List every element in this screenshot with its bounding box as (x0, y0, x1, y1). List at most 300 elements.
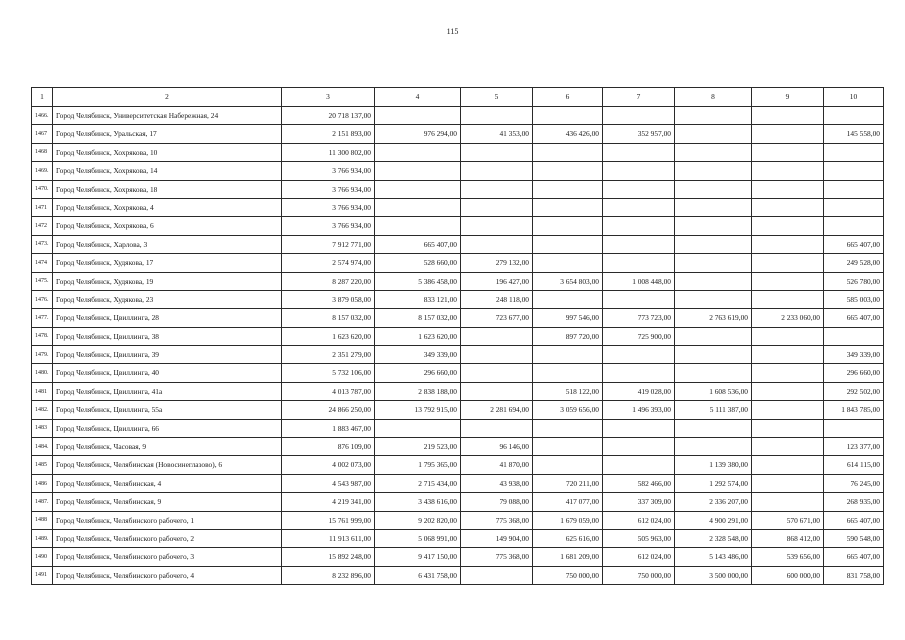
table-row (32, 217, 884, 235)
value-cell (461, 143, 533, 161)
value-cell: 249 528,00 (824, 254, 884, 272)
table-row (32, 143, 884, 161)
address-cell: Город Челябинск, Цвиллинга, 40 (53, 364, 282, 382)
value-cell (603, 290, 675, 308)
address-cell: Город Челябинск, Хохрякова, 14 (53, 162, 282, 180)
column-header: 9 (752, 88, 824, 107)
value-cell: 417 077,00 (533, 493, 603, 511)
value-cell (533, 290, 603, 308)
value-cell: 41 870,00 (461, 456, 533, 474)
page-number: 115 (446, 27, 459, 36)
value-cell (533, 254, 603, 272)
row-number-cell: 1469. (32, 162, 53, 180)
table-row (32, 162, 884, 180)
value-cell: 5 111 387,00 (675, 401, 752, 419)
value-cell: 1 008 448,00 (603, 272, 675, 290)
table-row (32, 438, 884, 456)
table-row (32, 382, 884, 400)
address-cell: Город Челябинск, Челябинская, 9 (53, 493, 282, 511)
address-cell: Город Челябинск, Уральская, 17 (53, 125, 282, 143)
address-cell: Город Челябинск, Цвиллинга, 38 (53, 327, 282, 345)
value-cell: 3 766 934,00 (282, 180, 375, 198)
table-row (32, 107, 884, 125)
value-cell: 665 407,00 (824, 235, 884, 253)
value-cell: 4 900 291,00 (675, 511, 752, 529)
value-cell (752, 327, 824, 345)
value-cell: 612 024,00 (603, 548, 675, 566)
value-cell (603, 254, 675, 272)
value-cell: 868 412,00 (752, 529, 824, 547)
address-cell: Город Челябинск, Челябинская, 4 (53, 474, 282, 492)
value-cell (675, 217, 752, 235)
value-cell (824, 143, 884, 161)
address-cell: Город Челябинск, Худякова, 17 (53, 254, 282, 272)
header-row (32, 88, 884, 107)
table-row (32, 529, 884, 547)
address-cell: Город Челябинск, Челябинского рабочего, 2 (53, 529, 282, 547)
value-cell (824, 419, 884, 437)
value-cell (824, 198, 884, 216)
value-cell: 897 720,00 (533, 327, 603, 345)
value-cell: 1 139 380,00 (675, 456, 752, 474)
table-row (32, 309, 884, 327)
value-cell: 505 963,00 (603, 529, 675, 547)
value-cell: 750 000,00 (603, 566, 675, 584)
column-header: 4 (375, 88, 461, 107)
value-cell: 4 543 987,00 (282, 474, 375, 492)
address-cell: Город Челябинск, Хохрякова, 6 (53, 217, 282, 235)
row-number-cell: 1486 (32, 474, 53, 492)
table-row (32, 493, 884, 511)
value-cell: 585 003,00 (824, 290, 884, 308)
value-cell: 775 368,00 (461, 548, 533, 566)
value-cell (461, 180, 533, 198)
column-header: 1 (32, 88, 53, 107)
row-number-cell: 1490 (32, 548, 53, 566)
value-cell: 1 679 059,00 (533, 511, 603, 529)
value-cell: 590 548,00 (824, 529, 884, 547)
value-cell: 600 000,00 (752, 566, 824, 584)
value-cell (752, 217, 824, 235)
value-cell: 268 935,00 (824, 493, 884, 511)
value-cell: 4 013 787,00 (282, 382, 375, 400)
value-cell (461, 364, 533, 382)
address-cell: Город Челябинск, Цвиллинга, 41а (53, 382, 282, 400)
value-cell: 2 281 694,00 (461, 401, 533, 419)
address-cell: Город Челябинск, Хохрякова, 4 (53, 198, 282, 216)
row-number-cell: 1475. (32, 272, 53, 290)
value-cell: 2 574 974,00 (282, 254, 375, 272)
value-cell: 292 502,00 (824, 382, 884, 400)
value-cell: 625 616,00 (533, 529, 603, 547)
table-row (32, 254, 884, 272)
value-cell (752, 180, 824, 198)
row-number-cell: 1467 (32, 125, 53, 143)
value-cell (752, 493, 824, 511)
value-cell (461, 382, 533, 400)
row-number-cell: 1491 (32, 566, 53, 584)
row-number-cell: 1481 (32, 382, 53, 400)
value-cell: 8 287 220,00 (282, 272, 375, 290)
value-cell: 5 386 458,00 (375, 272, 461, 290)
address-cell: Город Челябинск, Худякова, 23 (53, 290, 282, 308)
value-cell (375, 198, 461, 216)
value-cell (675, 364, 752, 382)
value-cell (533, 162, 603, 180)
value-cell (533, 364, 603, 382)
value-cell (603, 180, 675, 198)
value-cell (533, 198, 603, 216)
address-cell: Город Челябинск, Университетская Набережная, 24 (53, 107, 282, 125)
value-cell: 723 677,00 (461, 309, 533, 327)
value-cell: 9 202 820,00 (375, 511, 461, 529)
value-cell: 15 761 999,00 (282, 511, 375, 529)
value-cell: 296 660,00 (824, 364, 884, 382)
value-cell: 526 780,00 (824, 272, 884, 290)
value-cell: 4 219 341,00 (282, 493, 375, 511)
row-number-cell: 1468 (32, 143, 53, 161)
row-number-cell: 1487. (32, 493, 53, 511)
value-cell: 570 671,00 (752, 511, 824, 529)
value-cell: 1 496 393,00 (603, 401, 675, 419)
value-cell (461, 198, 533, 216)
value-cell: 352 957,00 (603, 125, 675, 143)
row-number-cell: 1480. (32, 364, 53, 382)
value-cell (603, 162, 675, 180)
value-cell: 219 523,00 (375, 438, 461, 456)
value-cell (533, 419, 603, 437)
value-cell (675, 198, 752, 216)
column-header: 3 (282, 88, 375, 107)
value-cell: 518 122,00 (533, 382, 603, 400)
value-cell: 79 088,00 (461, 493, 533, 511)
value-cell: 149 904,00 (461, 529, 533, 547)
value-cell: 614 115,00 (824, 456, 884, 474)
table-row (32, 511, 884, 529)
value-cell (533, 180, 603, 198)
value-cell: 3 766 934,00 (282, 217, 375, 235)
value-cell (752, 382, 824, 400)
row-number-cell: 1477. (32, 309, 53, 327)
value-cell (533, 235, 603, 253)
value-cell (824, 107, 884, 125)
value-cell: 41 353,00 (461, 125, 533, 143)
value-cell: 976 294,00 (375, 125, 461, 143)
address-cell: Город Челябинск, Цвиллинга, 28 (53, 309, 282, 327)
register-table (31, 87, 884, 585)
value-cell (675, 143, 752, 161)
address-cell: Город Челябинск, Часовая, 9 (53, 438, 282, 456)
value-cell (603, 346, 675, 364)
value-cell (675, 125, 752, 143)
value-cell: 43 938,00 (461, 474, 533, 492)
value-cell: 3 438 616,00 (375, 493, 461, 511)
value-cell: 750 000,00 (533, 566, 603, 584)
value-cell (752, 107, 824, 125)
value-cell (752, 198, 824, 216)
value-cell: 2 336 207,00 (675, 493, 752, 511)
value-cell: 15 892 248,00 (282, 548, 375, 566)
value-cell (824, 217, 884, 235)
value-cell: 665 407,00 (824, 548, 884, 566)
value-cell: 1 883 467,00 (282, 419, 375, 437)
value-cell: 76 245,00 (824, 474, 884, 492)
table-row (32, 456, 884, 474)
value-cell (675, 290, 752, 308)
value-cell: 773 723,00 (603, 309, 675, 327)
value-cell: 8 232 896,00 (282, 566, 375, 584)
address-cell: Город Челябинск, Челябинского рабочего, 1 (53, 511, 282, 529)
table-row (32, 290, 884, 308)
value-cell: 1 681 209,00 (533, 548, 603, 566)
value-cell: 3 879 058,00 (282, 290, 375, 308)
column-header: 8 (675, 88, 752, 107)
value-cell (603, 419, 675, 437)
column-header: 6 (533, 88, 603, 107)
value-cell (603, 364, 675, 382)
value-cell: 528 660,00 (375, 254, 461, 272)
value-cell (533, 143, 603, 161)
value-cell (533, 217, 603, 235)
table-row (32, 401, 884, 419)
address-cell: Город Челябинск, Челябинского рабочего, 3 (53, 548, 282, 566)
value-cell: 96 146,00 (461, 438, 533, 456)
table-row (32, 566, 884, 584)
value-cell (824, 327, 884, 345)
value-cell: 3 766 934,00 (282, 162, 375, 180)
value-cell (375, 162, 461, 180)
value-cell: 5 068 991,00 (375, 529, 461, 547)
value-cell: 665 407,00 (824, 309, 884, 327)
column-header: 2 (53, 88, 282, 107)
row-number-cell: 1485 (32, 456, 53, 474)
value-cell (603, 235, 675, 253)
value-cell (461, 419, 533, 437)
table-row (32, 346, 884, 364)
value-cell: 2 151 893,00 (282, 125, 375, 143)
address-cell: Город Челябинск, Челябинского рабочего, 4 (53, 566, 282, 584)
value-cell (461, 217, 533, 235)
value-cell (752, 346, 824, 364)
row-number-cell: 1473. (32, 235, 53, 253)
table-row (32, 474, 884, 492)
value-cell: 296 660,00 (375, 364, 461, 382)
value-cell: 876 109,00 (282, 438, 375, 456)
value-cell: 279 132,00 (461, 254, 533, 272)
value-cell (461, 235, 533, 253)
value-cell (603, 143, 675, 161)
value-cell (461, 327, 533, 345)
table-body (32, 107, 884, 585)
value-cell (752, 438, 824, 456)
value-cell: 612 024,00 (603, 511, 675, 529)
value-cell (675, 180, 752, 198)
value-cell (375, 180, 461, 198)
value-cell: 1 623 620,00 (375, 327, 461, 345)
value-cell: 1 608 536,00 (675, 382, 752, 400)
value-cell (752, 162, 824, 180)
value-cell: 1 843 785,00 (824, 401, 884, 419)
value-cell: 2 233 060,00 (752, 309, 824, 327)
value-cell: 8 157 032,00 (375, 309, 461, 327)
value-cell (375, 419, 461, 437)
value-cell (752, 474, 824, 492)
column-header: 10 (824, 88, 884, 107)
address-cell: Город Челябинск, Цвиллинга, 55а (53, 401, 282, 419)
value-cell: 2 715 434,00 (375, 474, 461, 492)
value-cell: 196 427,00 (461, 272, 533, 290)
value-cell: 539 656,00 (752, 548, 824, 566)
value-cell: 1 623 620,00 (282, 327, 375, 345)
value-cell (752, 125, 824, 143)
table-row (32, 327, 884, 345)
value-cell (675, 162, 752, 180)
row-number-cell: 1476. (32, 290, 53, 308)
value-cell: 1 795 365,00 (375, 456, 461, 474)
row-number-cell: 1484. (32, 438, 53, 456)
table-row (32, 548, 884, 566)
column-header: 7 (603, 88, 675, 107)
value-cell: 833 121,00 (375, 290, 461, 308)
table-row (32, 272, 884, 290)
row-number-cell: 1466. (32, 107, 53, 125)
value-cell (375, 107, 461, 125)
value-cell (461, 346, 533, 364)
value-cell (375, 143, 461, 161)
value-cell (603, 198, 675, 216)
value-cell: 123 377,00 (824, 438, 884, 456)
value-cell (533, 438, 603, 456)
value-cell: 2 763 619,00 (675, 309, 752, 327)
value-cell: 11 913 611,00 (282, 529, 375, 547)
value-cell (603, 217, 675, 235)
value-cell: 5 732 106,00 (282, 364, 375, 382)
value-cell: 1 292 574,00 (675, 474, 752, 492)
value-cell (675, 419, 752, 437)
value-cell: 5 143 486,00 (675, 548, 752, 566)
address-cell: Город Челябинск, Хохрякова, 18 (53, 180, 282, 198)
value-cell (752, 272, 824, 290)
value-cell (752, 290, 824, 308)
table-row (32, 364, 884, 382)
address-cell: Город Челябинск, Челябинская (Новосинеглазово), 6 (53, 456, 282, 474)
value-cell (533, 346, 603, 364)
value-cell (675, 254, 752, 272)
value-cell (603, 107, 675, 125)
table-row (32, 180, 884, 198)
value-cell: 11 300 802,00 (282, 143, 375, 161)
value-cell: 13 792 915,00 (375, 401, 461, 419)
address-cell: Город Челябинск, Хохрякова, 10 (53, 143, 282, 161)
value-cell (533, 107, 603, 125)
row-number-cell: 1489. (32, 529, 53, 547)
value-cell (752, 401, 824, 419)
value-cell (824, 162, 884, 180)
value-cell: 419 028,00 (603, 382, 675, 400)
value-cell (752, 456, 824, 474)
value-cell (375, 217, 461, 235)
value-cell: 725 900,00 (603, 327, 675, 345)
value-cell (752, 235, 824, 253)
value-cell: 3 766 934,00 (282, 198, 375, 216)
address-cell: Город Челябинск, Худякова, 19 (53, 272, 282, 290)
value-cell (675, 235, 752, 253)
row-number-cell: 1472 (32, 217, 53, 235)
value-cell: 2 351 279,00 (282, 346, 375, 364)
table-row (32, 419, 884, 437)
table-row (32, 235, 884, 253)
value-cell: 831 758,00 (824, 566, 884, 584)
value-cell: 2 328 548,00 (675, 529, 752, 547)
address-cell: Город Челябинск, Цвиллинга, 66 (53, 419, 282, 437)
row-number-cell: 1482. (32, 401, 53, 419)
value-cell: 3 500 000,00 (675, 566, 752, 584)
value-cell: 9 417 150,00 (375, 548, 461, 566)
row-number-cell: 1483 (32, 419, 53, 437)
value-cell: 20 718 137,00 (282, 107, 375, 125)
value-cell: 4 002 073,00 (282, 456, 375, 474)
value-cell: 665 407,00 (824, 511, 884, 529)
value-cell: 775 368,00 (461, 511, 533, 529)
value-cell: 145 558,00 (824, 125, 884, 143)
table-row (32, 198, 884, 216)
value-cell: 349 339,00 (375, 346, 461, 364)
value-cell (603, 438, 675, 456)
value-cell (461, 566, 533, 584)
value-cell (603, 456, 675, 474)
value-cell: 24 866 250,00 (282, 401, 375, 419)
value-cell: 720 211,00 (533, 474, 603, 492)
value-cell: 8 157 032,00 (282, 309, 375, 327)
value-cell (675, 438, 752, 456)
row-number-cell: 1479. (32, 346, 53, 364)
value-cell (824, 180, 884, 198)
value-cell (752, 419, 824, 437)
column-header: 5 (461, 88, 533, 107)
value-cell (752, 143, 824, 161)
row-number-cell: 1488 (32, 511, 53, 529)
value-cell (675, 272, 752, 290)
value-cell (533, 456, 603, 474)
value-cell (675, 346, 752, 364)
row-number-cell: 1478. (32, 327, 53, 345)
value-cell: 997 546,00 (533, 309, 603, 327)
value-cell: 337 309,00 (603, 493, 675, 511)
value-cell: 6 431 758,00 (375, 566, 461, 584)
address-cell: Город Челябинск, Цвиллинга, 39 (53, 346, 282, 364)
value-cell: 436 426,00 (533, 125, 603, 143)
value-cell: 665 407,00 (375, 235, 461, 253)
row-number-cell: 1474 (32, 254, 53, 272)
value-cell: 2 838 188,00 (375, 382, 461, 400)
value-cell (461, 162, 533, 180)
value-cell (675, 327, 752, 345)
address-cell: Город Челябинск, Харлова, 3 (53, 235, 282, 253)
value-cell (461, 107, 533, 125)
value-cell (752, 364, 824, 382)
value-cell: 582 466,00 (603, 474, 675, 492)
table-row (32, 125, 884, 143)
value-cell: 3 059 656,00 (533, 401, 603, 419)
value-cell: 248 118,00 (461, 290, 533, 308)
row-number-cell: 1470. (32, 180, 53, 198)
value-cell: 349 339,00 (824, 346, 884, 364)
value-cell (675, 107, 752, 125)
value-cell: 7 912 771,00 (282, 235, 375, 253)
value-cell (752, 254, 824, 272)
row-number-cell: 1471 (32, 198, 53, 216)
value-cell: 3 654 803,00 (533, 272, 603, 290)
